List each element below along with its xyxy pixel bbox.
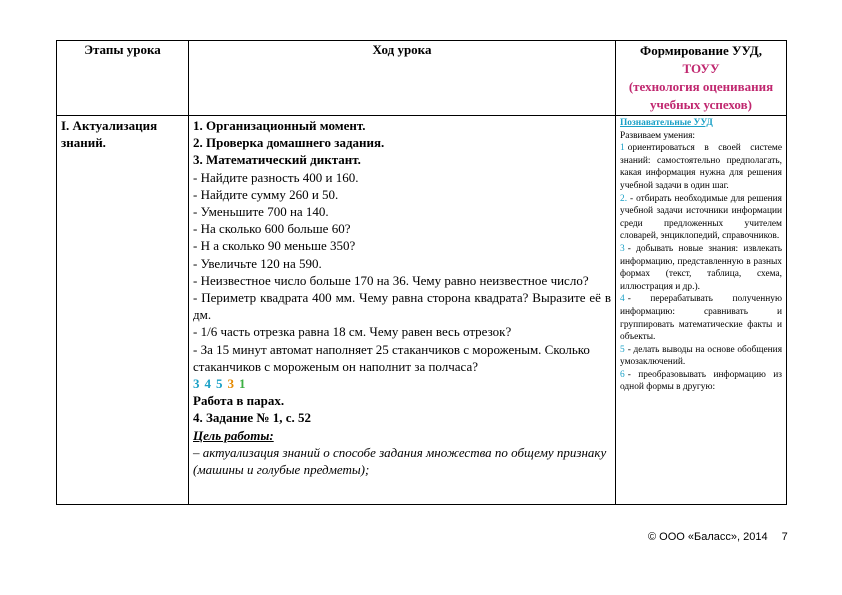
dictation-question: - 1/6 часть отрезка равна 18 см. Чему равен весь отрезок? (193, 324, 512, 340)
goal-text: – актуализация знаний о способе задания множества по общему признаку (машины и голубые предметы); (193, 444, 607, 478)
homework-check: 2. Проверка домашнего задания. (193, 135, 385, 151)
stage-cell: I. Актуализация знаний. (57, 116, 189, 505)
uud-point (620, 293, 782, 343)
uud-point-number: 1 (620, 143, 625, 154)
uud-point-number: 2. (620, 193, 628, 204)
marker: 5 (216, 376, 223, 392)
lesson-flow-cell (189, 116, 616, 505)
uud-point-number: 3 (620, 243, 625, 254)
uud-cell (616, 116, 787, 505)
uud-heading: Познавательные УУД (620, 118, 713, 128)
uud-point-text: - делать выводы на основе обобщения умозаключений. (620, 344, 782, 368)
dictation-question: - Увеличьте 120 на 590. (193, 255, 322, 271)
uud-point-text: - перерабатывать полученную информацию: сравнивать и группировать математические факты и объекты. (620, 294, 782, 343)
header-lesson-flow: Ход урока (189, 41, 616, 116)
header-toyy: ТОУУ (682, 61, 720, 76)
header-uud (616, 41, 787, 116)
uud-point-number: 4 (620, 294, 625, 305)
uud-point-number: 5 (620, 344, 625, 355)
header-toyy-desc: (технология оценивания учебных успехов) (628, 79, 774, 112)
org-moment: 1. Организационный момент. (193, 118, 366, 133)
dictation-question: - Найдите разность 400 и 160. (193, 169, 359, 185)
dictation-question: - Уменьшите 700 на 140. (193, 204, 329, 220)
dictation-question: - Неизвестное число больше 170 на 36. Чему равно неизвестное число? (193, 272, 589, 288)
dictation-question: - Периметр квадрата 400 мм. Чему равна сторона квадрата? Выразите её в дм. (193, 290, 611, 323)
uud-point-text: ориентироваться в своей системе знаний: самостоятельно предполагать, какая информация нужна для решения учебной задачи в один шаг. (620, 143, 782, 191)
marker: 3 (193, 376, 200, 392)
uud-point-text: - добывать новые знания: извлекать информацию, представленную в разных формах (текст, таблица, схема, иллюстрация и др.). (620, 243, 782, 292)
marker: 4 (204, 376, 211, 392)
uud-point (620, 193, 782, 243)
uud-point (620, 344, 782, 369)
math-dictation: 3. Математический диктант. (193, 152, 361, 168)
copyright: © ООО «Баласс», 2014 (648, 531, 768, 543)
uud-point-text: - отбирать необходимые для решения учебной задачи источники информации среди предложенных учителем словарей, энциклопедий, справочников. (620, 193, 782, 242)
page-number: 7 (781, 531, 788, 543)
page-footer (648, 531, 788, 543)
uud-point (620, 142, 782, 192)
uud-point (620, 243, 782, 293)
uud-point (620, 369, 782, 394)
dictation-question: - На сколько 600 больше 60? (193, 221, 351, 237)
dictation-question: - За 15 минут автомат наполняет 25 стаканчиков с мороженым. Сколько стаканчиков с мороженым он наполнит за полчаса? (193, 341, 590, 374)
header-row (57, 41, 787, 116)
marker: 1 (239, 376, 246, 392)
dictation-question: - Найдите сумму 260 и 50. (193, 186, 339, 202)
lesson-row (57, 116, 787, 505)
toyy-markers (193, 375, 611, 392)
header-uud-title: Формирование УУД, (640, 43, 762, 58)
task-reference: 4. Задание № 1, с. 52 (193, 410, 312, 426)
header-stages: Этапы урока (57, 41, 189, 116)
pair-work: Работа в парах. (193, 393, 285, 409)
uud-point-number: 6 (620, 369, 625, 380)
lesson-table (56, 40, 787, 505)
goal-label: Цель работы: (193, 427, 274, 443)
uud-intro: Развиваем умения: (620, 130, 696, 141)
uud-point-text: - преобразовывать информацию из одной формы в другую: (620, 369, 782, 393)
dictation-question: - Н а сколько 90 меньше 350? (193, 238, 356, 254)
marker: 3 (227, 376, 234, 392)
